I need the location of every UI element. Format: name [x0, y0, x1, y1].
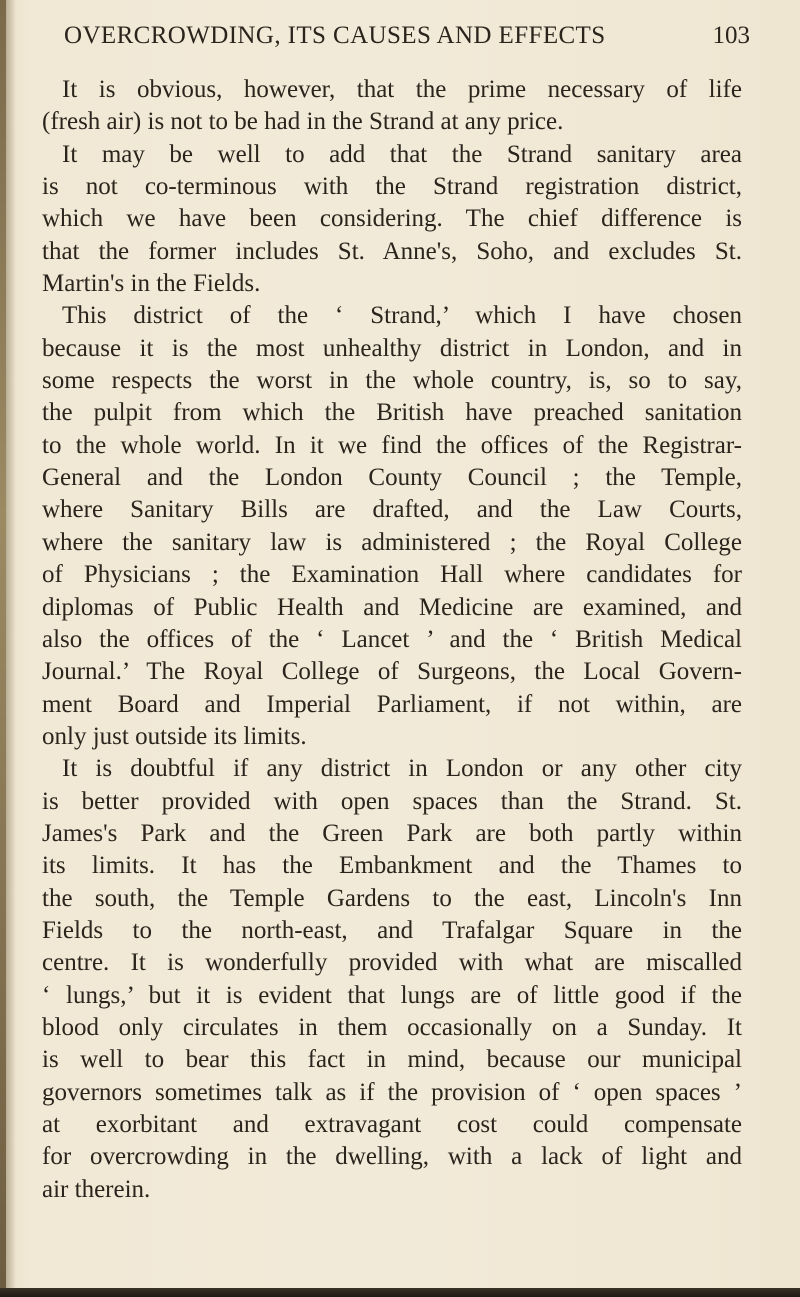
- text-line: where the sanitary law is administered ; the Royal College: [42, 528, 742, 556]
- text-line: This district of the ‘ Strand,’ which I have chosen: [62, 302, 742, 330]
- text-line: which we have been considering. The chief difference is: [42, 205, 742, 233]
- page-bottom-edge: [0, 1288, 800, 1297]
- text-line: Martin's in the Fields.: [42, 270, 261, 298]
- text-line: where Sanitary Bills are drafted, and the Law Courts,: [42, 496, 742, 524]
- text-line: is better provided with open spaces than the Strand. St.: [42, 787, 742, 815]
- text-line: Fields to the north-east, and Trafalgar Square in the: [42, 916, 742, 944]
- text-line: its limits. It has the Embankment and the Thames to: [42, 852, 742, 880]
- text-line: blood only circulates in them occasionally on a Sunday. It: [42, 1013, 742, 1041]
- text-line: (fresh air) is not to be had in the Strand at any price.: [42, 108, 564, 136]
- text-line: James's Park and the Green Park are both partly within: [42, 819, 742, 847]
- text-line: It may be well to add that the Strand sanitary area: [62, 140, 742, 168]
- text-line: at exorbitant and extravagant cost could compensate: [42, 1111, 742, 1138]
- text-line: the pulpit from which the British have preached sanitation: [42, 399, 742, 427]
- text-line: centre. It is wonderfully provided with what are miscalled: [42, 949, 742, 977]
- body-text: [42, 74, 742, 1206]
- text-line: It is doubtful if any district in London or any other city: [62, 755, 742, 783]
- text-line: General and the London County Council ; the Temple,: [42, 464, 742, 492]
- text-line: that the former includes St. Anne's, Soho, and excludes St.: [42, 237, 742, 265]
- text-line: also the offices of the ‘ Lancet ’ and the ‘ British Medical: [42, 625, 742, 653]
- text-line: ment Board and Imperial Parliament, if not within, are: [42, 690, 742, 718]
- text-line: is not co-terminous with the Strand registration district,: [42, 173, 742, 201]
- text-line: some respects the worst in the whole country, is, so to say,: [42, 367, 742, 395]
- page-number: 103: [712, 22, 750, 49]
- text-line: governors sometimes talk as if the provision of ‘ open spaces ’: [42, 1078, 742, 1106]
- text-line: the south, the Temple Gardens to the east, Lincoln's Inn: [42, 884, 742, 912]
- text-line: only just outside its limits.: [42, 722, 307, 750]
- running-title: OVERCROWDING, ITS CAUSES AND EFFECTS: [64, 22, 606, 49]
- text-line: is well to bear this fact in mind, because our municipal: [42, 1046, 742, 1074]
- text-line: air therein.: [42, 1175, 151, 1203]
- text-line: diplomas of Public Health and Medicine are examined, and: [42, 593, 742, 621]
- gutter-shadow: [6, 0, 16, 1297]
- text-line: It is obvious, however, that the prime necessary of life: [62, 76, 742, 103]
- text-line: Journal.’ The Royal College of Surgeons, the Local Govern-: [42, 658, 742, 686]
- text-line: because it is the most unhealthy district in London, and in: [42, 334, 742, 362]
- text-line: of Physicians ; the Examination Hall where candidates for: [42, 561, 742, 589]
- text-line: for overcrowding in the dwelling, with a lack of light and: [42, 1143, 742, 1171]
- text-line: ‘ lungs,’ but it is evident that lungs are of little good if the: [42, 981, 742, 1009]
- text-line: to the whole world. In it we find the offices of the Registrar-: [42, 431, 742, 459]
- running-head: [64, 22, 750, 62]
